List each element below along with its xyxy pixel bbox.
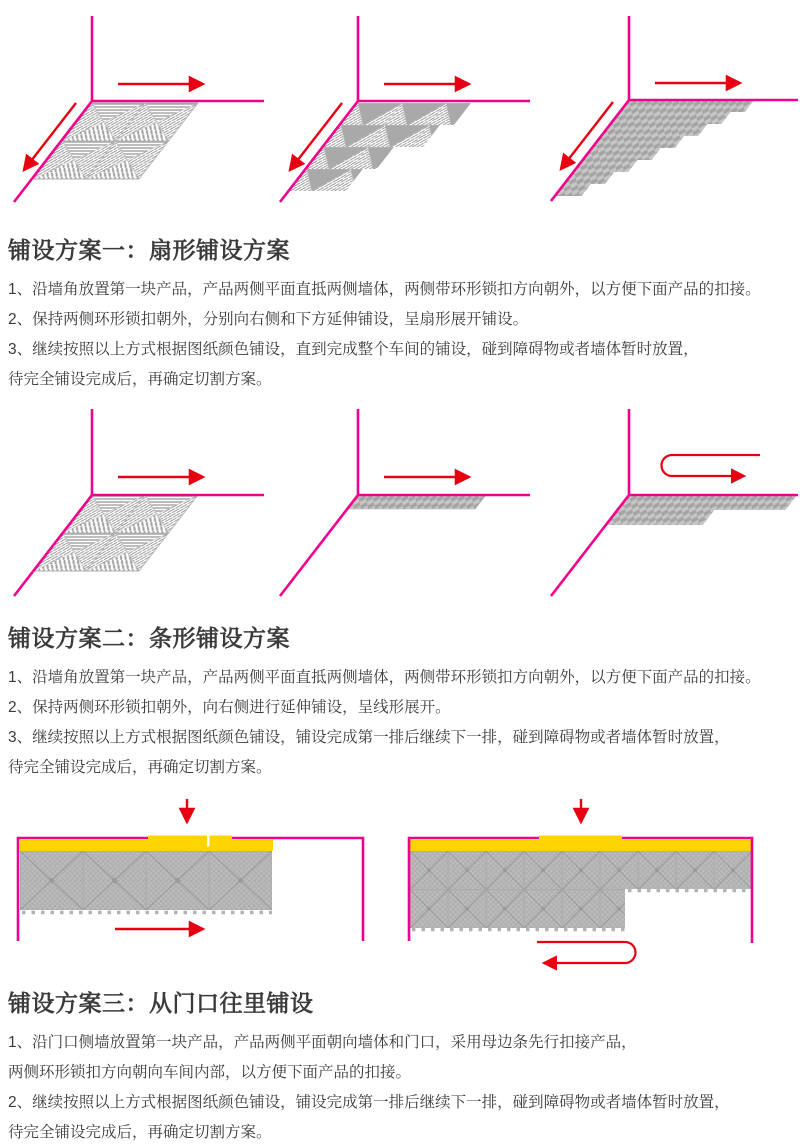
- tile-area: [33, 495, 198, 571]
- tile-area: [410, 851, 752, 930]
- diagram-strip-step1: [0, 403, 266, 608]
- tile-area: [33, 103, 198, 179]
- instruction-line: 2、保持两侧环形锁扣朝外，分别向右侧和下方延伸铺设，呈扇形展开铺设。: [8, 311, 529, 328]
- u-turn-arrow-right-icon: [662, 455, 761, 476]
- diagram-door-step2: [400, 793, 800, 973]
- arrows: [662, 455, 761, 476]
- instruction-line: 2、保持两侧环形锁扣朝外，向右侧进行延伸铺设，呈线形展开。: [8, 699, 451, 716]
- instruction-line: 1、沿墙角放置第一块产品，产品两侧平面直抵两侧墙体，两侧带环形锁扣方向朝外，以方便下面产品的扣接。: [8, 281, 761, 298]
- instruction-line: 两侧环形锁扣方向朝向车间内部，以方便下面产品的扣接。: [8, 1064, 412, 1081]
- diagram-strip-step3: [532, 403, 798, 608]
- plan2-title: 铺设方案二：条形铺设方案: [8, 625, 290, 651]
- tile-area: [555, 100, 754, 196]
- instruction-line: 3、继续按照以上方式根据图纸颜色铺设，直到完成整个车间的铺设，碰到障碍物或者墙体暂时放置，: [8, 341, 699, 358]
- instruction-line: 2、继续按照以上方式根据图纸颜色铺设，铺设完成第一排后继续下一排，碰到障碍物或者墙体暂时放置，: [8, 1094, 730, 1111]
- diagram-fan-step3: [532, 8, 798, 220]
- plan3-title: 铺设方案三：从门口往里铺设: [8, 990, 314, 1016]
- plan1-figures: [0, 0, 800, 220]
- plan2-figures: [0, 403, 800, 608]
- instruction-line: 1、沿门口侧墙放置第一块产品，产品两侧平面朝向墙体和门口，采用母边条先行扣接产品，: [8, 1034, 637, 1051]
- diagram-door-step1: [0, 793, 400, 973]
- tile-area: [347, 495, 486, 509]
- tile-area: [20, 851, 272, 910]
- instruction-line: 待完全铺设完成后，再确定切割方案。: [8, 371, 272, 388]
- instruction-line: 3、继续按照以上方式根据图纸颜色铺设，铺设完成第一排后继续下一排，碰到障碍物或者墙体暂时放置，: [8, 729, 730, 746]
- tile-area: [606, 495, 797, 525]
- plan1-title: 铺设方案一：扇形铺设方案: [8, 237, 290, 263]
- plan3-figures: [0, 793, 800, 973]
- instruction-line: 待完全铺设完成后，再确定切割方案。: [8, 1124, 272, 1141]
- diagram-strip-step2: [266, 403, 532, 608]
- instruction-line: 1、沿墙角放置第一块产品，产品两侧平面直抵两侧墙体，两侧带环形锁扣方向朝外，以方便下面产品的扣接。: [8, 669, 761, 686]
- diagram-fan-step1: [0, 8, 266, 220]
- instruction-line: 待完全铺设完成后，再确定切割方案。: [8, 759, 272, 776]
- u-turn-arrow-left-icon: [537, 942, 636, 963]
- tile-area: [290, 103, 471, 191]
- diagram-fan-step2: [266, 8, 532, 220]
